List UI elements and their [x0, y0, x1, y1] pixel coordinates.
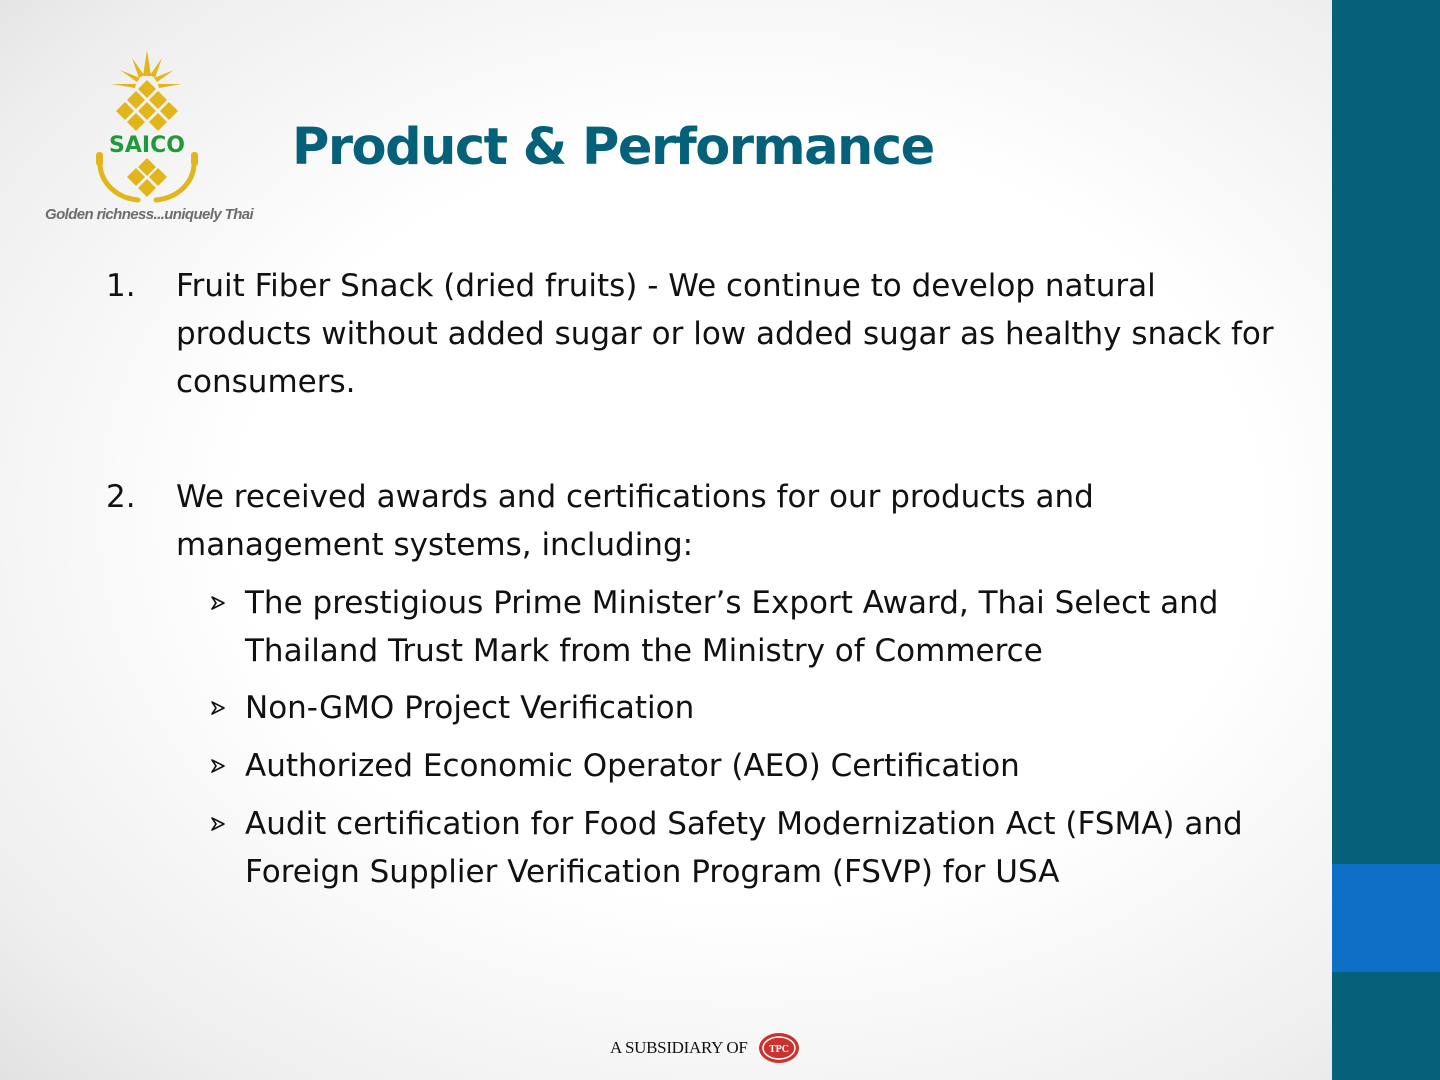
sub-bullet-item: [245, 579, 1265, 675]
list-text: Fruit Fiber Snack (dried fruits) - We continue to develop natural products without added sugar or low added sugar as healthy snack for consumers.: [176, 268, 1274, 400]
sub-bullet-text: Audit certification for Food Safety Modernization Act (FSMA) and Foreign Supplier Verification Program (FSVP) for USA: [245, 806, 1243, 890]
svg-text:TPC: TPC: [768, 1044, 789, 1055]
list-item-1: [106, 262, 1276, 406]
slide-title: Product & Performance: [292, 118, 934, 177]
sub-bullet-item: [245, 800, 1265, 896]
list-item-2: [106, 473, 1276, 569]
sub-bullet-text: Non-GMO Project Verification: [245, 690, 695, 726]
saico-pineapple-logo: [92, 48, 202, 208]
arrowhead-bullet-icon: [209, 815, 227, 833]
list-number: 1.: [106, 268, 136, 304]
list-number: 2.: [106, 479, 136, 515]
arrowhead-bullet-icon: [209, 757, 227, 775]
sub-bullet-text: The prestigious Prime Minister’s Export Award, Thai Select and Thailand Trust Mark from the Ministry of Commerce: [245, 585, 1219, 669]
tpc-logo-icon: [758, 1031, 800, 1065]
footer-text: A SUBSIDIARY OF: [610, 1038, 748, 1057]
brand-tagline: Golden richness...uniquely Thai: [45, 206, 254, 223]
right-side-accent-block: [1332, 864, 1440, 972]
arrowhead-bullet-icon: [209, 699, 227, 717]
subsidiary-footer: [610, 1030, 800, 1066]
arrowhead-bullet-icon: [209, 594, 227, 612]
list-text: We received awards and certifications for our products and management systems, including:: [176, 479, 1094, 563]
svg-text:SAICO: SAICO: [109, 133, 185, 158]
sub-bullet-text: Authorized Economic Operator (AEO) Certification: [245, 748, 1020, 784]
sub-bullet-item: [245, 684, 1265, 732]
sub-bullet-item: [245, 742, 1265, 790]
